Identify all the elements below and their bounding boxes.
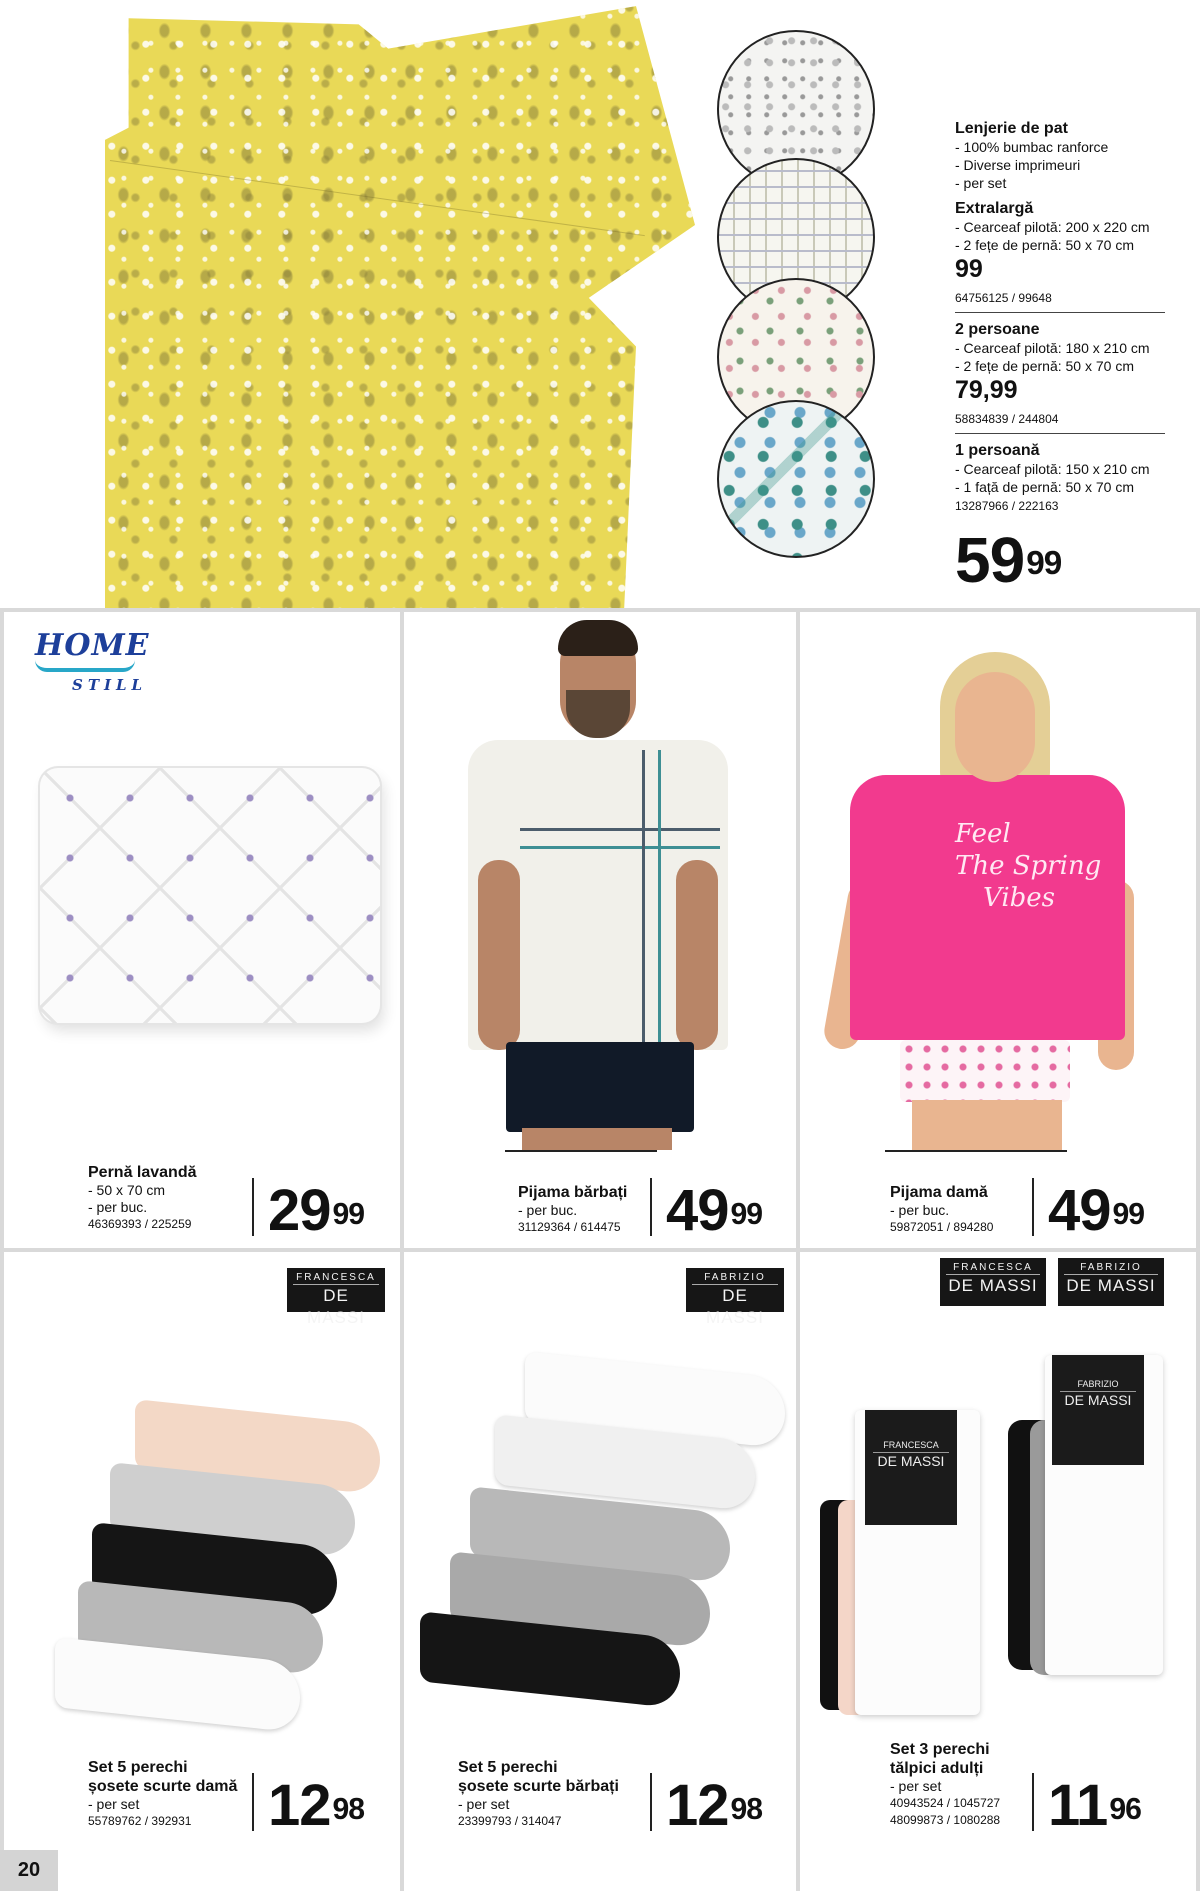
product-price [1048, 1178, 1145, 1243]
variant-name: Extralargă [955, 200, 1034, 217]
bedding-photo [105, 0, 695, 608]
product-code: 48099873 / 1080288 [890, 1813, 1001, 1827]
brand-logo-fabrizio [686, 1268, 784, 1327]
price-separator [650, 1773, 652, 1831]
man-hair [558, 620, 638, 656]
product-info [890, 1740, 1040, 1829]
price-dec: 98 [730, 1793, 763, 1826]
shirt-print-line: Feel [955, 819, 1011, 849]
pack-brand-line1: FABRIZIO [1077, 1379, 1119, 1389]
price-int: 12 [666, 1773, 729, 1838]
price-int: 29 [268, 1178, 331, 1243]
brand-line1: FRANCESCA [296, 1272, 376, 1283]
page-number: 20 [0, 1850, 58, 1891]
pattern-swatch-triangles [717, 400, 875, 558]
brand-line2: DE MASSI [1064, 1274, 1158, 1297]
photo-baseline [885, 1150, 1067, 1152]
price-dec: 96 [1109, 1793, 1141, 1826]
shirt-stripe [520, 828, 720, 831]
product-code: 58834839 / 244804 [955, 412, 1059, 426]
divider [400, 612, 404, 1891]
shirt-print-line: Vibes [983, 883, 1056, 913]
woman-head [955, 672, 1035, 782]
product-detail: - per set [88, 1796, 140, 1812]
variant-name: 2 persoane [955, 321, 1040, 338]
product-title: Lenjerie de pat [955, 120, 1068, 137]
product-detail: - per set [890, 1778, 942, 1794]
variant-detail: - Cearceaf pilotă: 180 x 210 cm [955, 340, 1150, 356]
price-separator [252, 1773, 254, 1831]
price-int: 49 [1048, 1178, 1111, 1243]
shirt-stripe [520, 846, 720, 849]
product-info [458, 1758, 658, 1830]
product-code: 59872051 / 894280 [890, 1220, 994, 1234]
divider [0, 612, 4, 1891]
price-dec: 99 [332, 1198, 365, 1231]
product-code: 31129364 / 614475 [518, 1220, 621, 1234]
separator [955, 312, 1165, 313]
divider [1196, 612, 1200, 1891]
woman-legs [912, 1100, 1062, 1150]
divider [0, 608, 1200, 612]
price-dec: 99 [1112, 1198, 1145, 1231]
variant-detail: - 2 fețe de pernă: 50 x 70 cm [955, 358, 1134, 374]
product-title: Set 3 perechi [890, 1741, 990, 1758]
price-dec: 99 [730, 1198, 763, 1231]
brand-line1: FRANCESCA [953, 1262, 1033, 1273]
product-price [268, 1178, 365, 1243]
product-code: 55789762 / 392931 [88, 1814, 192, 1828]
man-pajama-shorts [506, 1042, 694, 1132]
man-arm [478, 860, 520, 1050]
brand-line1: FABRIZIO [1080, 1262, 1142, 1273]
price-separator [1032, 1178, 1034, 1236]
price-int: 12 [268, 1773, 331, 1838]
product-price [666, 1178, 763, 1243]
brand-logo-fabrizio [1058, 1258, 1164, 1306]
shirt-print-line: The Spring [955, 851, 1102, 881]
variant-detail: - Cearceaf pilotă: 150 x 210 cm [955, 461, 1150, 477]
photo-baseline [505, 1150, 657, 1152]
product-code: 46369393 / 225259 [88, 1217, 192, 1231]
divider [0, 1248, 1200, 1252]
price-dec: 98 [332, 1793, 365, 1826]
man-arm [676, 860, 718, 1050]
product-info [88, 1758, 258, 1830]
product-price [666, 1773, 763, 1838]
product-title: Pijama damă [890, 1184, 988, 1201]
home-still-logo: HOME [35, 628, 150, 663]
price-int: 49 [666, 1178, 729, 1243]
lavender-pillow-photo [40, 768, 380, 1023]
product-title: tălpici adulți [890, 1760, 984, 1777]
pack-brand-line2: DE MASSI [1060, 1391, 1136, 1408]
divider [796, 612, 800, 1891]
variant-price: 79,99 [955, 376, 1018, 404]
product-detail: - 50 x 70 cm [88, 1182, 166, 1198]
shirt-stripe [658, 750, 661, 1050]
variant-name: 1 persoană [955, 442, 1040, 459]
separator [955, 433, 1165, 434]
product-info [890, 1183, 1030, 1236]
price-separator [650, 1178, 652, 1236]
brand-logo-francesca [287, 1268, 385, 1327]
price-int: 11 [1048, 1773, 1108, 1838]
home-still-logo-sub: STILL [72, 676, 148, 694]
pack-label [1052, 1355, 1144, 1465]
variant-detail: - Cearceaf pilotă: 200 x 220 cm [955, 219, 1150, 235]
shirt-stripe [642, 750, 645, 1050]
product-detail: - per buc. [88, 1199, 148, 1215]
brand-line2: DE MASSI [946, 1274, 1040, 1297]
man-beard [566, 690, 630, 738]
woman-pajama-shorts [900, 1040, 1070, 1102]
product-detail: - per buc. [518, 1202, 578, 1218]
brand-line1: FABRIZIO [704, 1272, 766, 1283]
product-title: Pernă lavandă [88, 1164, 197, 1181]
price-separator [1032, 1773, 1034, 1831]
feature: - per set [955, 175, 1007, 191]
price-int: 59 [955, 524, 1025, 596]
product-code: 13287966 / 222163 [955, 499, 1059, 513]
variant-price: 99 [955, 255, 983, 283]
feature: - 100% bumbac ranforce [955, 139, 1109, 155]
pack-brand-line2: DE MASSI [873, 1452, 949, 1469]
product-code: 64756125 / 99648 [955, 291, 1052, 305]
product-title: Pijama bărbați [518, 1184, 628, 1201]
feature: - Diverse imprimeuri [955, 157, 1081, 173]
pack-label [865, 1410, 957, 1525]
product-code: 40943524 / 1045727 [890, 1796, 1001, 1810]
product-title: Set 5 perechi [458, 1759, 558, 1776]
shirt-print [955, 818, 1101, 914]
product-info [518, 1183, 658, 1236]
product-price [1048, 1773, 1141, 1838]
brand-line2: DE MASSI [692, 1284, 778, 1329]
product-title: Set 5 perechi [88, 1759, 188, 1776]
logo-wave [35, 660, 135, 672]
bedding-price [955, 524, 1062, 596]
variant-detail: - 1 față de pernă: 50 x 70 cm [955, 479, 1134, 495]
pack-brand-line1: FRANCESCA [883, 1440, 939, 1450]
product-info [88, 1163, 258, 1233]
price-separator [252, 1178, 254, 1236]
brand-line2: DE MASSI [293, 1284, 379, 1329]
product-code: 23399793 / 314047 [458, 1814, 562, 1828]
product-detail: - per buc. [890, 1202, 950, 1218]
brand-logo-francesca [940, 1258, 1046, 1306]
price-dec: 99 [1026, 545, 1062, 582]
variant-detail: - 2 fețe de pernă: 50 x 70 cm [955, 237, 1134, 253]
product-price [268, 1773, 365, 1838]
product-title: șosete scurte damă [88, 1778, 238, 1795]
bedding-info [955, 120, 1165, 514]
product-detail: - per set [458, 1796, 510, 1812]
product-title: șosete scurte bărbați [458, 1778, 619, 1795]
man-legs [522, 1128, 672, 1150]
